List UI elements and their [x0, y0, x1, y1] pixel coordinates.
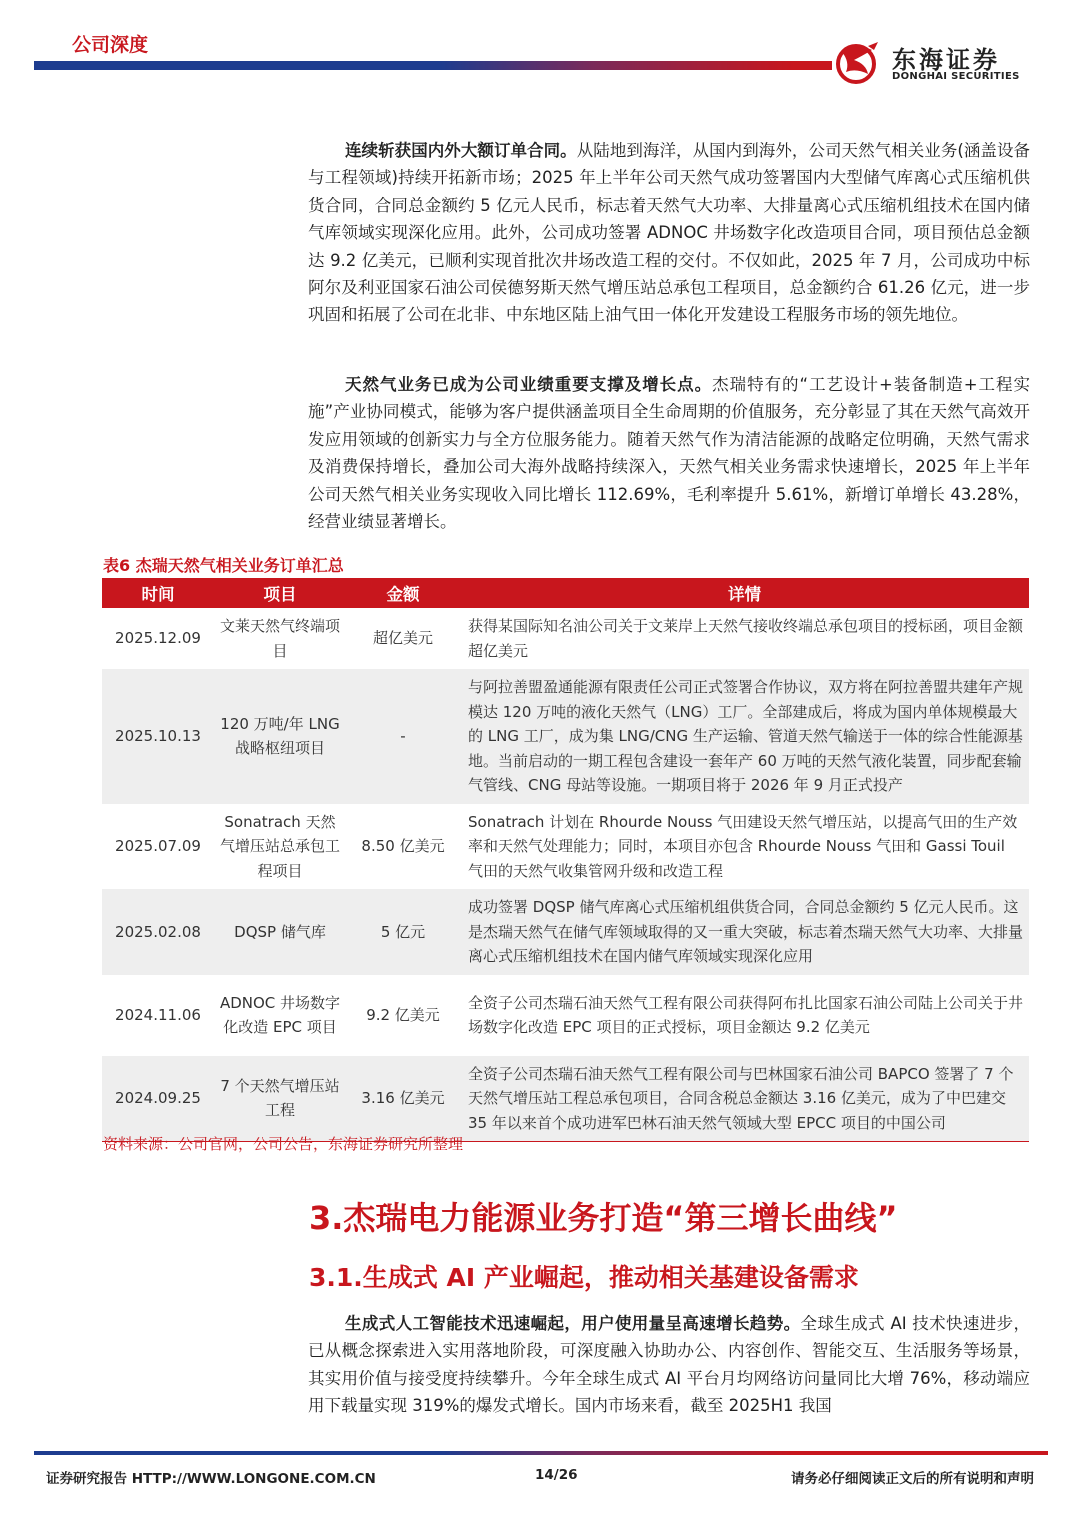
cell-date: 2025.07.09	[115, 837, 201, 855]
cell-amount: 9.2 亿美元	[366, 1005, 440, 1024]
row-spacer	[102, 1046, 1029, 1056]
cell-detail: 成功签署 DQSP 储气库离心式压缩机组供货合同，合同总金额约 5 亿元人民币。这是杰瑞天然气在储气库领域取得的又一重大突破，标志着杰瑞天然气大功率、大排量离心式压缩机组技术在国内储气库领域实现深化应用	[460, 889, 1029, 975]
cell-project: 文莱天然气终端项目	[219, 617, 340, 660]
orders-table	[102, 578, 1029, 1142]
cell-date: 2025.12.09	[115, 629, 201, 648]
table-row	[102, 669, 1029, 804]
table-title: 表6 杰瑞天然气相关业务订单汇总	[103, 556, 344, 575]
paragraph-body: 从陆地到海洋，从国内到海外，公司天然气相关业务(涵盖设备与工程领域)持续开拓新市场；2025 年上半年公司天然气成功签署国内大型储气库离心式压缩机供货合同，合同总金额约 5 亿元人民币，标志着天然气大功率、大排量离心式压缩机组技术在国内储气库领域实现深化应用。此外，公司成功签署 ADNOC 井场数字化改造项目合同，项目预估总金额达 9.2 亿美元，已顺利实现首批次井场改造工程的交付。不仅如此，2025 年 7 月，公司成功中标阿尔及利亚国家石油公司侯德努斯天然气增压站总承包工程项目，总金额约合 61.26 亿元，进一步巩固和拓展了公司在北非、中东地区陆上油气田一体化开发建设工程服务市场的领先地位。	[308, 141, 1031, 325]
subsection-heading: 3.1.生成式 AI 产业崛起，推动相关基建设备需求	[309, 1263, 859, 1292]
column-header-project: 项目	[214, 578, 346, 608]
paragraph-lead: 生成式人工智能技术迅速崛起，用户使用量呈高速增长趋势。	[345, 1314, 801, 1333]
page-number: 14/26	[535, 1467, 578, 1483]
table-header-row	[102, 578, 1029, 608]
footer-divider	[34, 1451, 1048, 1455]
cell-date: 2024.09.25	[102, 1056, 214, 1142]
table-row	[102, 608, 1029, 669]
paragraph-gas-growth	[308, 371, 1030, 535]
section-heading: 3.杰瑞电力能源业务打造“第三增长曲线”	[309, 1199, 898, 1237]
paragraph-lead: 连续斩获国内外大额订单合同。	[345, 141, 577, 160]
cell-date: 2025.10.13	[102, 669, 214, 804]
brand-logo	[832, 38, 1052, 88]
cell-detail: 与阿拉善盟盈通能源有限责任公司正式签署合作协议，双方将在阿拉善盟共建年产规模达 120 万吨的液化天然气（LNG）工厂。全部建成后，将成为国内单体规模最大的 LNG 工厂，成为集 LNG/CNG 生产运输、管道天然气输送于一体的综合性能源基地。当前启动的一期工程包含建设一套年产 60 万吨的天然气液化装置，同步配套输气管线、CNG 母站等设施。一期项目将于 2026 年 9 月正式投产	[460, 669, 1029, 804]
table-row	[102, 804, 1029, 890]
paragraph-lead: 天然气业务已成为公司业绩重要支撑及增长点。	[345, 375, 713, 394]
table-row	[102, 985, 1029, 1046]
table-row	[102, 889, 1029, 975]
dragon-icon	[832, 38, 888, 88]
cell-amount: -	[346, 669, 460, 804]
table-source-note: 资料来源：公司官网，公司公告，东海证券研究所整理	[103, 1135, 464, 1153]
logo-chinese: 东海证券	[892, 45, 1000, 74]
cell-detail: Sonatrach 计划在 Rhourde Nouss 气田建设天然气增压站，以提高气田的生产效率和天然气处理能力；同时，本项目亦包含 Rhourde Nouss 气田和 Gassi Touil 气田的天然气收集管网升级和改造工程	[468, 812, 1018, 880]
paragraph-body: 杰瑞特有的“工艺设计+装备制造+工程实施”产业协同模式，能够为客户提供涵盖项目全生命周期的价值服务，充分彰显了其在天然气高效开发应用领域的创新实力与全方位服务能力。随着天然气作为清洁能源的战略定位明确，天然气需求及消费保持增长，叠加公司大海外战略持续深入，天然气相关业务需求快速增长，2025 年上半年公司天然气相关业务实现收入同比增长 112.69%，毛利率提升 5.61%，新增订单增长 43.28%，经营业绩显著增长。	[308, 375, 1030, 532]
cell-amount: 3.16 亿美元	[346, 1056, 460, 1142]
paragraph-body: 全球生成式 AI 技术快速进步，已从概念探索进入实用落地阶段，可深度融入协助办公、内容创作、智能交互、生活服务等场景，其实用价值与接受度持续攀升。今年全球生成式 AI 平台月均网络访问量同比大增 76%，移动端应用下载量实现 319%的爆发式增长。国内市场来看，截至 2025H1 我国	[308, 1314, 1030, 1416]
cell-project: ADNOC 井场数字化改造 EPC 项目	[219, 993, 341, 1036]
paragraph-generative-ai	[308, 1310, 1030, 1420]
logo-english: DONGHAI SECURITIES	[892, 71, 1020, 82]
column-header-detail: 详情	[460, 578, 1029, 608]
cell-date: 2025.02.08	[102, 889, 214, 975]
row-spacer	[102, 975, 1029, 985]
cell-detail: 获得某国际知名油公司关于文莱岸上天然气接收终端总承包项目的授标函，项目金额超亿美元	[468, 617, 1024, 660]
column-header-date: 时间	[102, 578, 214, 608]
cell-detail: 全资子公司杰瑞石油天然气工程有限公司与巴林国家石油公司 BAPCO 签署了 7 个天然气增压站工程总承包项目，合同含税总金额达 3.16 亿美元，成为了中巴建交 35 年以来首个成功进军巴林石油天然气领域大型 EPCC 项目的中国公司	[460, 1056, 1029, 1142]
cell-project: Sonatrach 天然气增压站总承包工程项目	[219, 812, 340, 880]
cell-project: DQSP 储气库	[214, 889, 346, 975]
cell-project: 7 个天然气增压站工程	[214, 1056, 346, 1142]
cell-date: 2024.11.06	[115, 1005, 201, 1024]
footer-report-site: 证券研究报告 HTTP://WWW.LONGONE.COM.CN	[46, 1471, 376, 1487]
cell-project: 120 万吨/年 LNG 战略枢纽项目	[214, 669, 346, 804]
paragraph-gas-orders	[308, 137, 1030, 329]
footer-disclaimer: 请务必仔细阅读正文后的所有说明和声明	[791, 1471, 1034, 1487]
section-tag: 公司深度	[72, 34, 149, 56]
cell-detail: 全资子公司杰瑞石油天然气工程有限公司获得阿布扎比国家石油公司陆上公司关于井场数字化改造 EPC 项目的正式授标，项目金额达 9.2 亿美元	[468, 993, 1024, 1036]
cell-amount: 8.50 亿美元	[361, 837, 445, 855]
table-row	[102, 1056, 1029, 1142]
column-header-amount: 金额	[346, 578, 460, 608]
cell-amount: 超亿美元	[372, 629, 433, 648]
cell-amount: 5 亿元	[346, 889, 460, 975]
